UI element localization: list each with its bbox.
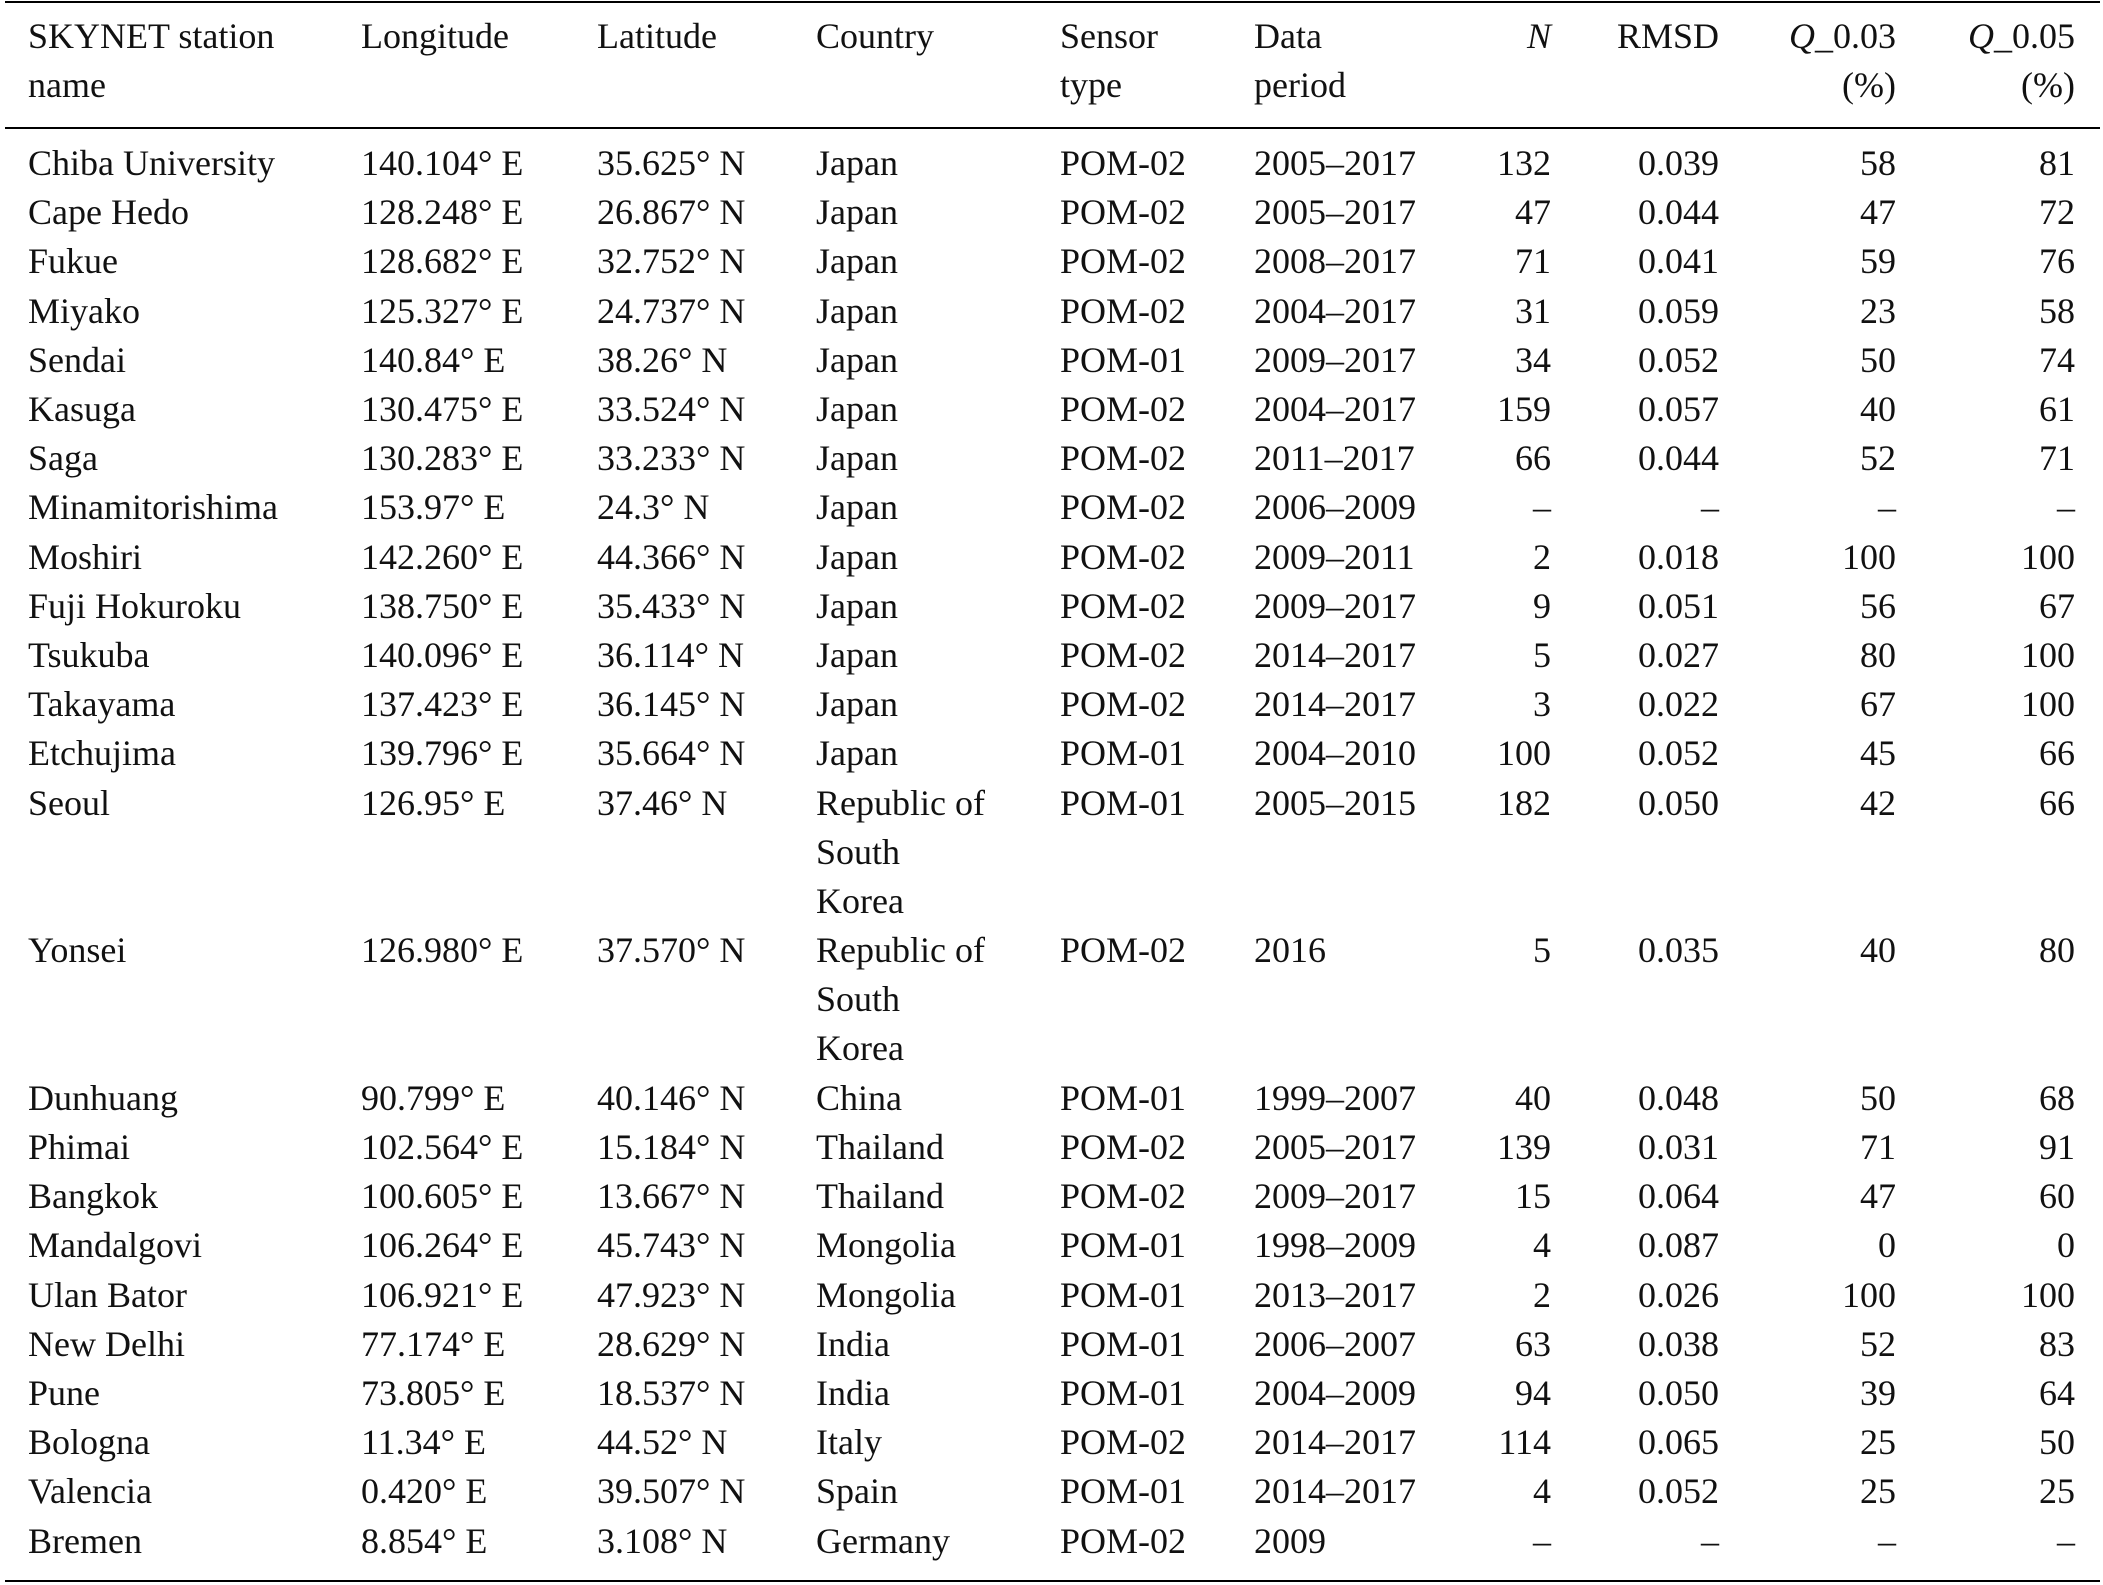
cell-q003: 71 [1860,1127,1896,1167]
cell-sensor-type: POM-02 [1060,1127,1187,1167]
cell-n: 34 [1515,339,1551,380]
cell-q005: – [2057,1520,2075,1561]
header-rmsd: RMSD [1616,16,1719,56]
cell-latitude: 32.752° N [597,241,746,282]
cell-rmsd: 0.038 [1638,1323,1719,1364]
cell-sensor-type: POM-02 [1060,389,1187,429]
cell-n: 4 [1533,1471,1551,1512]
cell-q003: 58 [1860,143,1896,183]
cell-latitude: 44.366° N [597,536,746,577]
cell-rmsd: 0.041 [1638,241,1719,282]
cell-n: 2 [1533,1274,1551,1315]
cell-sensor-type: POM-02 [1060,635,1187,675]
cell-sensor-type: POM-01 [1060,1077,1187,1118]
cell-q005: 58 [2039,290,2075,331]
cell-country: Japan [816,487,898,528]
cell-q005: 60 [2039,1176,2075,1217]
cell-n: 94 [1515,1373,1551,1413]
cell-data-period: 2005–2017 [1254,143,1416,183]
cell-sensor-type: POM-01 [1060,1225,1187,1266]
cell-q005: 80 [2039,930,2075,971]
cell-station-name: Mandalgovi [28,1225,202,1266]
cell-data-period: 2009–2011 [1254,536,1415,577]
cell-q003: – [1878,1520,1896,1561]
cell-longitude: 137.423° E [361,684,524,725]
cell-q003: 100 [1842,536,1896,577]
cell-data-period: 2011–2017 [1254,438,1415,479]
cell-q005: 66 [2039,733,2075,774]
cell-rmsd: 0.052 [1638,1471,1719,1512]
cell-n: 2 [1533,536,1551,577]
cell-sensor-type: POM-02 [1060,192,1187,233]
cell-q005: 100 [2021,684,2075,725]
cell-sensor-type: POM-02 [1060,1520,1187,1561]
cell-latitude: 35.664° N [597,733,746,774]
cell-q003: 25 [1860,1422,1896,1463]
cell-latitude: 33.233° N [597,438,746,479]
cell-longitude: 0.420° E [361,1471,488,1512]
cell-data-period: 2006–2009 [1254,487,1416,528]
cell-station-name: Fuji Hokuroku [28,585,242,626]
cell-longitude: 106.264° E [361,1225,524,1266]
cell-country: Republic of South Korea [816,782,985,921]
cell-sensor-type: POM-02 [1060,290,1187,331]
cell-sensor-type: POM-02 [1060,241,1187,282]
cell-station-name: Tsukuba [28,635,150,675]
cell-q003: 50 [1860,339,1896,380]
cell-latitude: 15.184° N [597,1127,746,1167]
cell-n: 100 [1497,733,1551,774]
cell-station-name: Bangkok [28,1176,158,1217]
cell-sensor-type: POM-02 [1060,684,1187,725]
header-station-name: SKYNET station name [28,16,275,105]
cell-latitude: 13.667° N [597,1176,746,1217]
cell-country: Japan [816,635,898,675]
cell-data-period: 2009 [1254,1520,1326,1561]
cell-rmsd: 0.050 [1638,1373,1719,1413]
cell-latitude: 24.737° N [597,290,746,331]
cell-q003: 40 [1860,930,1896,971]
cell-longitude: 142.260° E [361,536,524,577]
cell-q005: 72 [2039,192,2075,233]
cell-station-name: Takayama [28,684,176,725]
cell-data-period: 2014–2017 [1254,635,1416,675]
cell-q005: 81 [2039,143,2075,183]
cell-country: Japan [816,733,898,774]
cell-rmsd: 0.057 [1638,389,1719,429]
cell-country: Mongolia [816,1274,956,1315]
cell-data-period: 2004–2010 [1254,733,1416,774]
header-data-period: Data period [1254,16,1346,105]
cell-station-name: Kasuga [28,389,136,429]
top-rule [5,1,2100,3]
cell-data-period: 2006–2007 [1254,1323,1416,1364]
cell-rmsd: 0.026 [1638,1274,1719,1315]
cell-sensor-type: POM-01 [1060,1373,1187,1413]
cell-latitude: 35.625° N [597,143,746,183]
cell-station-name: New Delhi [28,1323,185,1364]
cell-longitude: 8.854° E [361,1520,488,1561]
cell-station-name: Fukue [28,241,118,282]
cell-station-name: Phimai [28,1127,131,1167]
cell-rmsd: 0.039 [1638,143,1719,183]
cell-rmsd: 0.044 [1638,192,1719,233]
cell-rmsd: 0.065 [1638,1422,1719,1463]
cell-sensor-type: POM-01 [1060,1471,1187,1512]
cell-country: Thailand [816,1127,944,1167]
cell-n: 132 [1497,143,1551,183]
header-rule [5,127,2100,129]
cell-sensor-type: POM-02 [1060,1422,1187,1463]
cell-q003: 67 [1860,684,1896,725]
cell-data-period: 1999–2007 [1254,1077,1416,1118]
cell-station-name: Bologna [28,1422,150,1463]
cell-country: Thailand [816,1176,944,1217]
cell-rmsd: 0.050 [1638,782,1719,823]
cell-sensor-type: POM-02 [1060,1176,1187,1217]
cell-q003: 100 [1842,1274,1896,1315]
cell-data-period: 2004–2017 [1254,290,1416,331]
cell-n: 5 [1533,635,1551,675]
cell-q003: 50 [1860,1077,1896,1118]
cell-longitude: 140.84° E [361,339,506,380]
header-n: N [1526,16,1551,56]
header-q003: Q_0.03 (%) [1789,16,1896,105]
cell-data-period: 2009–2017 [1254,1176,1416,1217]
cell-q003: 25 [1860,1471,1896,1512]
cell-q005: 64 [2039,1373,2075,1413]
cell-rmsd: – [1701,1520,1719,1561]
cell-q003: 0 [1878,1225,1896,1266]
cell-country: Japan [816,143,898,183]
bottom-rule [5,1580,2100,1582]
cell-rmsd: 0.051 [1638,585,1719,626]
cell-station-name: Saga [28,438,98,479]
cell-data-period: 2014–2017 [1254,1422,1416,1463]
cell-data-period: 2005–2017 [1254,192,1416,233]
cell-sensor-type: POM-01 [1060,733,1187,774]
cell-longitude: 153.97° E [361,487,506,528]
cell-station-name: Seoul [28,782,111,823]
cell-q003: 42 [1860,782,1896,823]
cell-n: 139 [1497,1127,1551,1167]
cell-country: China [816,1077,902,1118]
cell-longitude: 90.799° E [361,1077,506,1118]
cell-country: Japan [816,241,898,282]
cell-station-name: Miyako [28,290,140,331]
cell-q003: 47 [1860,1176,1896,1217]
cell-station-name: Moshiri [28,536,143,577]
cell-country: Japan [816,192,898,233]
cell-data-period: 2009–2017 [1254,585,1416,626]
cell-latitude: 36.145° N [597,684,746,725]
cell-station-name: Cape Hedo [28,192,189,233]
cell-station-name: Minamitorishima [28,487,278,528]
cell-q003: 52 [1860,1323,1896,1364]
cell-q005: 100 [2021,1274,2075,1315]
cell-n: 66 [1515,438,1551,479]
cell-data-period: 2005–2017 [1254,1127,1416,1167]
cell-longitude: 128.682° E [361,241,524,282]
cell-sensor-type: POM-01 [1060,1323,1187,1364]
cell-rmsd: 0.052 [1638,733,1719,774]
cell-q003: 39 [1860,1373,1896,1413]
cell-latitude: 36.114° N [597,635,745,675]
cell-rmsd: 0.035 [1638,930,1719,971]
cell-n: – [1533,487,1551,528]
cell-q005: 71 [2039,438,2075,479]
cell-station-name: Pune [28,1373,100,1413]
cell-q003: 40 [1860,389,1896,429]
cell-q005: 61 [2039,389,2075,429]
cell-q003: 23 [1860,290,1896,331]
cell-data-period: 2016 [1254,930,1326,971]
cell-latitude: 39.507° N [597,1471,746,1512]
cell-sensor-type: POM-01 [1060,339,1187,380]
header-sensor-type: Sensor type [1060,16,1158,105]
cell-n: 159 [1497,389,1551,429]
cell-longitude: 130.283° E [361,438,524,479]
cell-q005: 68 [2039,1077,2075,1118]
cell-data-period: 2005–2015 [1254,782,1416,823]
cell-q003: 45 [1860,733,1896,774]
cell-q005: 100 [2021,635,2075,675]
cell-n: 114 [1498,1422,1551,1463]
cell-q003: 56 [1860,585,1896,626]
cell-country: Japan [816,536,898,577]
cell-country: Germany [816,1520,950,1561]
cell-station-name: Ulan Bator [28,1274,187,1315]
cell-data-period: 2004–2017 [1254,389,1416,429]
cell-country: Japan [816,438,898,479]
cell-data-period: 2009–2017 [1254,339,1416,380]
cell-latitude: 26.867° N [597,192,746,233]
cell-q005: 0 [2057,1225,2075,1266]
cell-n: 5 [1533,930,1551,971]
cell-station-name: Yonsei [28,930,127,971]
cell-n: 15 [1515,1176,1551,1217]
cell-country: Japan [816,339,898,380]
cell-data-period: 2014–2017 [1254,1471,1416,1512]
cell-n: 40 [1515,1077,1551,1118]
cell-sensor-type: POM-02 [1060,143,1187,183]
cell-country: Japan [816,684,898,725]
header-latitude: Latitude [597,16,717,56]
cell-longitude: 102.564° E [361,1127,524,1167]
cell-latitude: 24.3° N [597,487,710,528]
cell-country: India [816,1323,890,1364]
cell-q005: 67 [2039,585,2075,626]
cell-latitude: 37.46° N [597,782,728,823]
cell-latitude: 44.52° N [597,1422,728,1463]
cell-longitude: 106.921° E [361,1274,524,1315]
cell-station-name: Bremen [28,1520,142,1561]
cell-country: Japan [816,290,898,331]
cell-n: 9 [1533,585,1551,626]
cell-data-period: 2014–2017 [1254,684,1416,725]
cell-country: Japan [816,389,898,429]
cell-sensor-type: POM-02 [1060,438,1187,479]
cell-station-name: Chiba University [28,143,275,183]
cell-rmsd: 0.027 [1638,635,1719,675]
cell-latitude: 38.26° N [597,339,728,380]
cell-rmsd: 0.064 [1638,1176,1719,1217]
cell-country: Japan [816,585,898,626]
cell-rmsd: 0.059 [1638,290,1719,331]
cell-rmsd: 0.048 [1638,1077,1719,1118]
cell-q005: 76 [2039,241,2075,282]
cell-q003: 80 [1860,635,1896,675]
cell-country: Mongolia [816,1225,956,1266]
cell-latitude: 45.743° N [597,1225,746,1266]
cell-q003: – [1878,487,1896,528]
cell-q005: – [2057,487,2075,528]
cell-rmsd: – [1701,487,1719,528]
cell-latitude: 47.923° N [597,1274,746,1315]
cell-sensor-type: POM-02 [1060,536,1187,577]
cell-rmsd: 0.044 [1638,438,1719,479]
cell-q005: 50 [2039,1422,2075,1463]
cell-longitude: 73.805° E [361,1373,506,1413]
cell-q005: 66 [2039,782,2075,823]
cell-country: Republic of South Korea [816,930,985,1069]
cell-station-name: Etchujima [28,733,176,774]
cell-rmsd: 0.018 [1638,536,1719,577]
cell-rmsd: 0.022 [1638,684,1719,725]
cell-data-period: 1998–2009 [1254,1225,1416,1266]
cell-latitude: 3.108° N [597,1520,728,1561]
cell-station-name: Sendai [28,339,126,380]
cell-sensor-type: POM-01 [1060,1274,1187,1315]
cell-rmsd: 0.031 [1638,1127,1719,1167]
cell-rmsd: 0.087 [1638,1225,1719,1266]
cell-n: 182 [1497,782,1551,823]
cell-data-period: 2008–2017 [1254,241,1416,282]
cell-q003: 47 [1860,192,1896,233]
cell-sensor-type: POM-02 [1060,487,1187,528]
header-country: Country [816,16,935,56]
cell-longitude: 125.327° E [361,290,524,331]
cell-latitude: 40.146° N [597,1077,746,1118]
cell-n: 47 [1515,192,1551,233]
cell-latitude: 33.524° N [597,389,746,429]
cell-q005: 74 [2039,339,2075,380]
cell-q003: 52 [1860,438,1896,479]
cell-longitude: 140.104° E [361,143,524,183]
cell-n: 71 [1515,241,1551,282]
cell-n: – [1533,1520,1551,1561]
cell-longitude: 100.605° E [361,1176,524,1217]
cell-station-name: Valencia [28,1471,152,1512]
cell-q005: 91 [2039,1127,2075,1167]
header-q005: Q_0.05 (%) [1968,16,2075,105]
cell-rmsd: 0.052 [1638,339,1719,380]
cell-country: Spain [816,1471,899,1512]
header-longitude: Longitude [361,16,509,56]
cell-country: Italy [816,1422,882,1463]
cell-country: India [816,1373,890,1413]
cell-n: 31 [1515,290,1551,331]
cell-latitude: 28.629° N [597,1323,746,1364]
cell-longitude: 138.750° E [361,585,524,626]
cell-data-period: 2004–2009 [1254,1373,1416,1413]
cell-n: 3 [1533,684,1551,725]
cell-sensor-type: POM-01 [1060,782,1187,823]
cell-q005: 83 [2039,1323,2075,1364]
cell-q005: 100 [2021,536,2075,577]
cell-q005: 25 [2039,1471,2075,1512]
cell-latitude: 35.433° N [597,585,746,626]
cell-longitude: 139.796° E [361,733,524,774]
cell-q003: 59 [1860,241,1896,282]
cell-n: 63 [1515,1323,1551,1364]
cell-longitude: 126.95° E [361,782,506,823]
cell-sensor-type: POM-02 [1060,585,1187,626]
cell-latitude: 18.537° N [597,1373,746,1413]
cell-station-name: Dunhuang [28,1077,178,1118]
cell-latitude: 37.570° N [597,930,746,971]
cell-longitude: 140.096° E [361,635,524,675]
cell-longitude: 130.475° E [361,389,524,429]
cell-longitude: 128.248° E [361,192,524,233]
cell-sensor-type: POM-02 [1060,930,1187,971]
cell-longitude: 77.174° E [361,1323,506,1364]
cell-longitude: 11.34° E [361,1422,487,1463]
cell-n: 4 [1533,1225,1551,1266]
cell-longitude: 126.980° E [361,930,524,971]
cell-data-period: 2013–2017 [1254,1274,1416,1315]
